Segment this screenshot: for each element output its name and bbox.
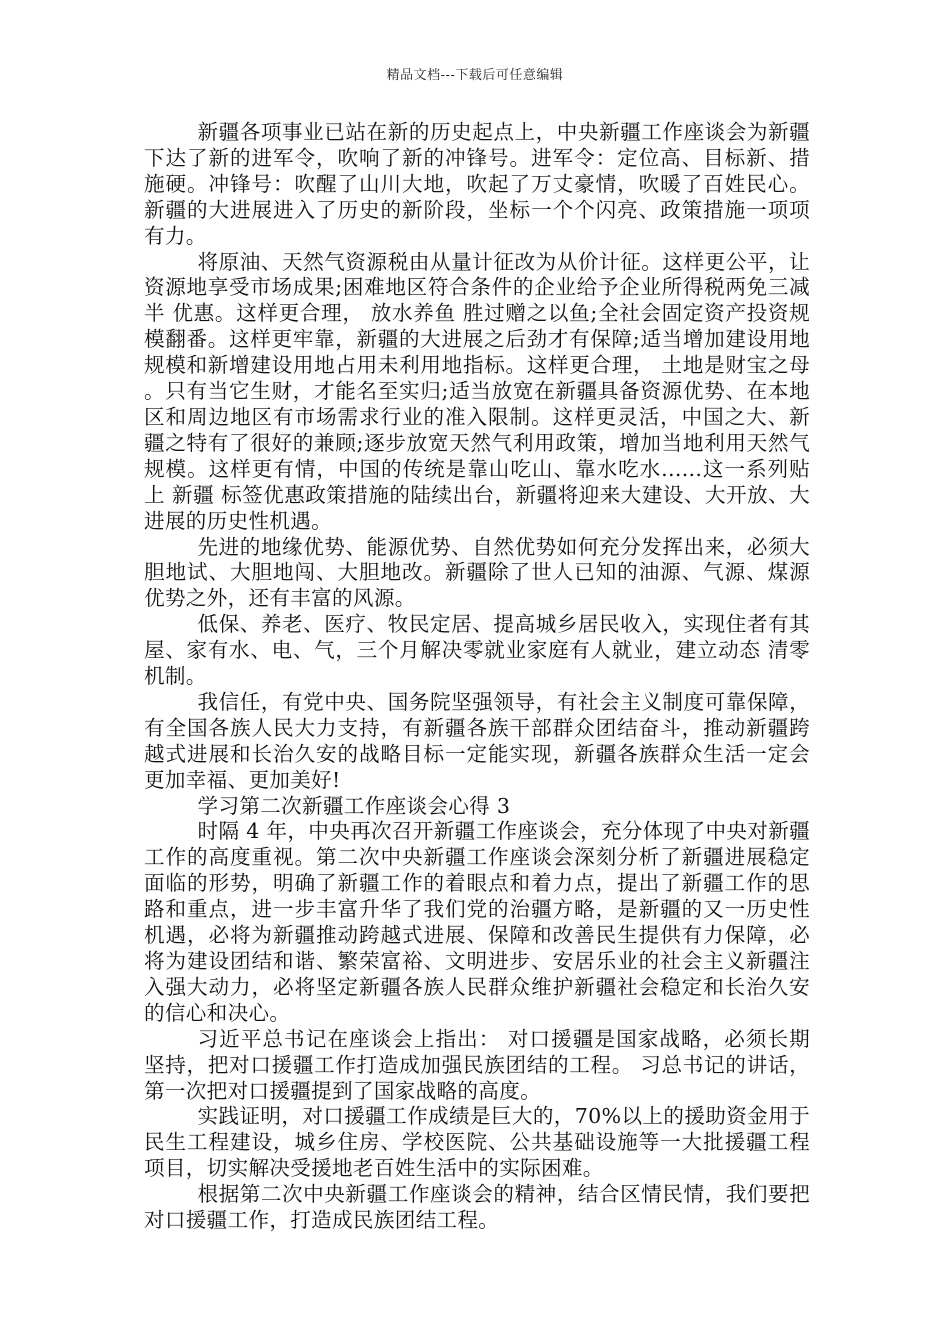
paragraph: 根据第二次中央新疆工作座谈会的精神，结合区情民情，我们要把对口援疆工作，打造成民族团结工程。 <box>144 1182 810 1233</box>
paragraph: 时隔 4 年，中央再次召开新疆工作座谈会，充分体现了中央对新疆工作的高度重视。第二次中央新疆工作座谈会深刻分析了新疆进展稳定面临的形势，明确了新疆工作的着眼点和着力点，提出了新疆工作的思路和重点，进一步丰富升华了我们党的治疆方略，是新疆的又一历史性机遇，必将为新疆推动跨越式进展、保障和改善民生提供有力保障，必将为建设团结和谐、繁荣富裕、文明进步、安居乐业的社会主义新疆注入强大动力，必将坚定新疆各族人民群众维护新疆社会稳定和长治久安的信心和决心。 <box>144 819 810 1025</box>
section-heading: 学习第二次新疆工作座谈会心得 3 <box>197 793 511 818</box>
paragraph: 习近平总书记在座谈会上指出： 对口援疆是国家战略，必须长期坚持，把对口援疆工作打造成加强民族团结的工程。 习总书记的讲话，第一次把对口援疆提到了国家战略的高度。 <box>144 1026 810 1103</box>
document-body <box>144 120 810 1234</box>
paragraph: 新疆各项事业已站在新的历史起点上，中央新疆工作座谈会为新疆下达了新的进军令，吹响了新的冲锋号。进军令：定位高、目标新、措施硬。冲锋号：吹醒了山川大地，吹起了万丈豪情，吹暖了百姓民心。新疆的大进展进入了历史的新阶段，坐标一个个闪亮、政策措施一项项有力。 <box>144 120 810 248</box>
page-header: 精品文档---下载后可任意编辑 <box>386 68 564 83</box>
paragraph: 实践证明，对口援疆工作成绩是巨大的，70%以上的援助资金用于民生工程建设，城乡住房、学校医院、公共基础设施等一大批援疆工程项目，切实解决受援地老百姓生活中的实际困难。 <box>144 1104 810 1181</box>
paragraph: 先进的地缘优势、能源优势、自然优势如何充分发挥出来，必须大胆地试、大胆地闯、大胆地改。新疆除了世人已知的油源、气源、煤源优势之外，还有丰富的风源。 <box>144 534 810 611</box>
paragraph: 将原油、天然气资源税由从量计征改为从价计征。这样更公平，让资源地享受市场成果;困难地区符合条件的企业给予企业所得税两免三减半 优惠。这样更合理， 放水养鱼 胜过赠之以鱼;全社会固定资产投资规模翻番。这样更牢靠，新疆的大进展之后劲才有保障;适当增加建设用地规模和新增建设用地占用未利用地指标。这样更合理， 土地是财宝之母 。只有当它生财，才能名至实归;适当放宽在新疆具备资源优势、在本地区和周边地区有市场需求行业的准入限制。这样更灵活，中国之大、新疆之特有了很好的兼顾;逐步放宽天然气利用政策，增加当地利用天然气规模。这样更有情，中国的传统是靠山吃山、靠水吃水......这一系列贴上 新疆 标签优惠政策措施的陆续出台，新疆将迎来大建设、大开放、大进展的历史性机遇。 <box>144 249 810 533</box>
paragraph: 低保、养老、医疗、牧民定居、提高城乡居民收入，实现住者有其屋、家有水、电、气，三个月解决零就业家庭有人就业，建立动态 清零 机制。 <box>144 612 810 689</box>
paragraph: 我信任，有党中央、国务院坚强领导，有社会主义制度可靠保障，有全国各族人民大力支持，有新疆各族干部群众团结奋斗，推动新疆跨越式进展和长治久安的战略目标一定能实现，新疆各族群众生活一定会更加幸福、更加美好! <box>144 689 810 792</box>
